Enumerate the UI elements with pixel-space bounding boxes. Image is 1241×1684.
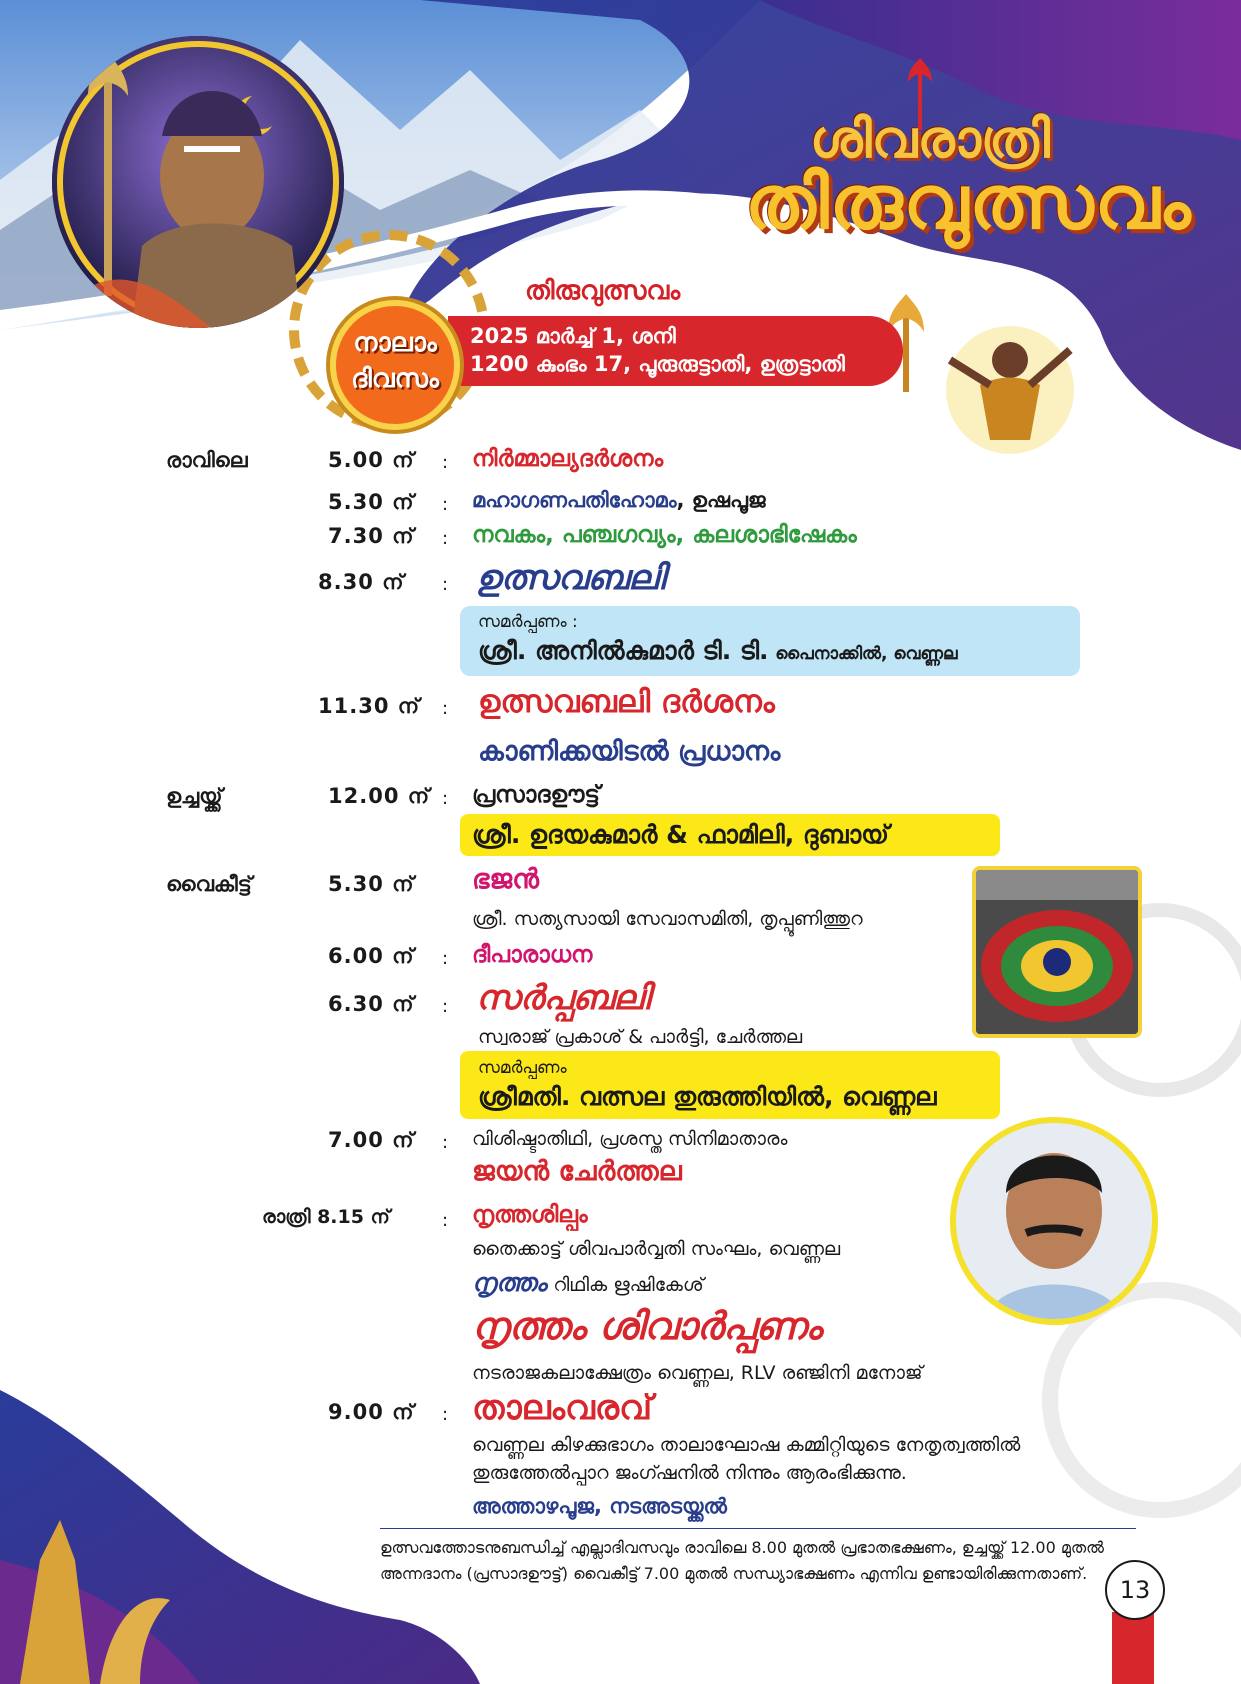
dance-performer-name: റിഥിക ഋഷികേശ്	[553, 1274, 704, 1296]
time-0830: 8.30 ന്	[318, 570, 405, 594]
event-thalamvaravu: താലംവരവ്	[472, 1388, 653, 1428]
event-ganapathi	[472, 488, 766, 513]
event-kanikkayidal: കാണിക്കയിടൽ പ്രധാനം	[478, 736, 781, 767]
event-ganapathi-name: മഹാഗണപതിഹോമം	[472, 488, 677, 512]
title-line-2: തിരുവുത്സവം	[745, 160, 1192, 246]
footnote-line-1: ഉത്സവത്തോടനുബന്ധിച്ച് എല്ലാദിവസവും രാവിലെ 8.00 മുതൽ പ്രഭാതഭക്ഷണം, ഉച്ചയ്ക്ക് 12.00 മുതൽ	[380, 1538, 1104, 1557]
dedication-label-1: സമർപ്പണം :	[478, 612, 578, 632]
time-2015: രാത്രി 8.15 ന്	[262, 1206, 390, 1228]
date-line-2: 1200 കുംഭം 17, പൂരുരുട്ടാതി, ഉത്രട്ടാതി	[470, 352, 845, 376]
period-evening: വൈകീട്ട്	[166, 872, 252, 896]
event-utsavabali: ഉത്സവബലി	[476, 558, 665, 598]
colon: :	[442, 698, 449, 719]
dance-performer	[472, 1268, 704, 1298]
thalamvaravu-detail-2: തുരുത്തേൽപ്പാറ ജംഗ്ഷനിൽ നിന്നും ആരംഭിക്കുന്നു.	[472, 1462, 907, 1484]
colon: :	[442, 574, 449, 595]
footnote-line-2: അന്നദാനം (പ്രസാദഊട്ട്) വൈകീട്ട് 7.00 മുതൽ സന്ധ്യാഭക്ഷണം എന്നിവ ഉണ്ടായിരിക്കുന്നതാണ്.	[380, 1564, 1088, 1583]
event-utsavabali-darshanam: ഉത്സവബലി ദർശനം	[478, 684, 775, 720]
event-athazhapooja: അത്താഴപൂജ, നടഅടയ്ക്കൽ	[472, 1494, 727, 1518]
colon: :	[442, 1210, 449, 1231]
guest-portrait	[950, 1117, 1158, 1325]
period-noon: ഉച്ചയ്ക്ക്	[166, 784, 223, 808]
colon: :	[442, 996, 449, 1017]
time-1800: 6.00 ന്	[328, 944, 415, 968]
colon: :	[442, 494, 449, 515]
event-navakam: നവകം, പഞ്ചഗവ്യം, കലശാഭിഷേകം	[472, 522, 857, 548]
colon: :	[442, 452, 449, 473]
time-1900: 7.00 ന്	[328, 1128, 415, 1152]
event-sarpabali: സർപ്പബലി	[476, 978, 650, 1018]
sarpabali-group: സ്വരാജ് പ്രകാശ് & പാർട്ടി, ചേർത്തല	[478, 1026, 803, 1048]
chief-guest-name: ജയൻ ചേർത്തല	[472, 1156, 682, 1187]
day-badge-line-2: ദിവസം	[351, 364, 439, 394]
sub-heading: തിരുവുത്സവം	[525, 276, 681, 306]
day-badge-line-1: നാലാം	[353, 328, 437, 358]
nritham-group: നടരാജകലാക്ഷേത്രം വെണ്ണല, RLV രഞ്ജിനി മനോജ്	[472, 1362, 923, 1384]
event-ushapooja: , ഉഷപൂജ	[676, 488, 766, 512]
time-1130: 11.30 ന്	[318, 694, 421, 718]
time-1200: 12.00 ന്	[328, 784, 431, 808]
nrithasilpam-group: തൈക്കാട്ട് ശിവപാർവ്വതി സംഘം, വെണ്ണല	[472, 1238, 841, 1260]
page-tab	[1112, 1612, 1154, 1684]
dedication-person-1: ശ്രീ. അനിൽകുമാർ ടി. ടി.	[478, 636, 769, 665]
date-line-1: 2025 മാർച്ച് 1, ശനി	[470, 324, 676, 348]
colon: :	[442, 1404, 449, 1425]
time-2100: 9.00 ന്	[328, 1400, 415, 1424]
dedication-name-1	[478, 636, 957, 666]
day-badge	[330, 300, 460, 430]
colon: :	[442, 1132, 449, 1153]
title-line-1: ശിവരാത്രി	[810, 110, 1050, 170]
kalam-image	[972, 866, 1142, 1038]
time-1830: 6.30 ന്	[328, 992, 415, 1016]
event-nritham-shivarpanam: നൃത്തം ശിവാർപ്പണം	[472, 1304, 822, 1348]
time-1730: 5.30 ന്	[328, 872, 415, 896]
bhajan-group: ശ്രീ. സത്യസായി സേവാസമിതി, തൃപ്പൂണിത്തുറ	[472, 908, 863, 930]
event-bhajan: ഭജൻ	[472, 864, 539, 895]
chief-guest-label: വിശിഷ്ടാതിഥി, പ്രശസ്ത സിനിമാതാരം	[472, 1128, 788, 1150]
dedication-place-1: പൈനാക്കിൽ, വെണ്ണല	[775, 644, 958, 664]
dance-label: നൃത്തം	[472, 1268, 547, 1297]
event-prasadaoottu: പ്രസാദഊട്ട്	[472, 782, 600, 808]
dedication-label-2: സമർപ്പണം	[478, 1058, 567, 1078]
page-number: 13	[1105, 1560, 1165, 1620]
time-0730: 7.30 ന്	[328, 524, 415, 548]
shiva-image	[52, 36, 344, 328]
thalamvaravu-detail-1: വെണ്ണല കിഴക്കുഭാഗം താലാഘോഷ കമ്മിറ്റിയുടെ നേതൃത്വത്തിൽ	[472, 1434, 1021, 1456]
event-nirmalya: നിർമ്മാല്യദർശനം	[472, 446, 664, 472]
colon: :	[442, 788, 449, 809]
footer-divider	[380, 1528, 1136, 1529]
sponsor-name: ശ്രീ. ഉദയകുമാർ & ഫാമിലി, ദുബായ്	[472, 820, 889, 849]
dedication-person-2: ശ്രീമതി. വത്സല തുരുത്തിയിൽ, വെണ്ണല	[478, 1082, 937, 1111]
event-deeparadhana: ദീപാരാധന	[472, 942, 593, 968]
colon: :	[442, 528, 449, 549]
period-morning: രാവിലെ	[166, 448, 248, 472]
colon: :	[442, 948, 449, 969]
time-0530: 5.30 ന്	[328, 490, 415, 514]
event-nrithasilpam: നൃത്തശില്പം	[472, 1202, 588, 1228]
time-0500: 5.00 ന്	[328, 448, 415, 472]
